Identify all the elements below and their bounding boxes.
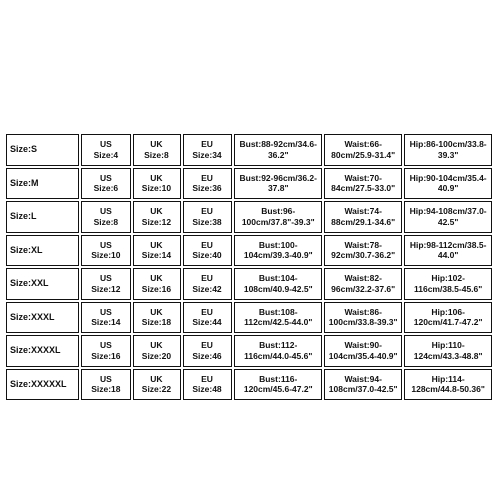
us-size-cell: US Size:12 [81,268,131,300]
waist-cell: Waist:90- 104cm/35.4-40.9" [324,335,402,367]
uk-size-cell: UK Size:14 [133,235,180,267]
size-chart-table [4,132,494,402]
us-size-cell: US Size:10 [81,235,131,267]
bust-cell: Bust:100- 104cm/39.3-40.9" [234,235,322,267]
size-row-xxl [6,268,492,300]
hip-cell: Hip:102- 116cm/38.5-45.6" [404,268,492,300]
uk-size-cell: UK Size:12 [133,201,180,233]
uk-size-cell: UK Size:10 [133,168,180,200]
us-size-cell: US Size:8 [81,201,131,233]
size-cell: Size:L [6,201,79,233]
uk-size-cell: UK Size:16 [133,268,180,300]
uk-size-cell: UK Size:22 [133,369,180,401]
eu-size-cell: EU Size:48 [183,369,233,401]
bust-cell: Bust:92-96cm/36.2- 37.8" [234,168,322,200]
hip-cell: Hip:98-112cm/38.5- 44.0" [404,235,492,267]
bust-cell: Bust:104- 108cm/40.9-42.5" [234,268,322,300]
size-row-s [6,134,492,166]
eu-size-cell: EU Size:40 [183,235,233,267]
bust-cell: Bust:112- 116cm/44.0-45.6" [234,335,322,367]
size-cell: Size:XXL [6,268,79,300]
size-row-xxxl [6,302,492,334]
waist-cell: Waist:78- 92cm/30.7-36.2" [324,235,402,267]
hip-cell: Hip:106- 120cm/41.7-47.2" [404,302,492,334]
bust-cell: Bust:88-92cm/34.6- 36.2" [234,134,322,166]
us-size-cell: US Size:18 [81,369,131,401]
us-size-cell: US Size:16 [81,335,131,367]
bust-cell: Bust:96- 100cm/37.8"-39.3" [234,201,322,233]
size-row-xxxxl [6,335,492,367]
size-cell: Size:XXXL [6,302,79,334]
eu-size-cell: EU Size:38 [183,201,233,233]
size-row-xl [6,235,492,267]
us-size-cell: US Size:6 [81,168,131,200]
size-row-l [6,201,492,233]
eu-size-cell: EU Size:34 [183,134,233,166]
size-cell: Size:XXXXXL [6,369,79,401]
hip-cell: Hip:110- 124cm/43.3-48.8" [404,335,492,367]
size-row-xxxxxl [6,369,492,401]
hip-cell: Hip:86-100cm/33.8- 39.3" [404,134,492,166]
size-cell: Size:XXXXL [6,335,79,367]
waist-cell: Waist:86- 100cm/33.8-39.3" [324,302,402,334]
uk-size-cell: UK Size:18 [133,302,180,334]
uk-size-cell: UK Size:20 [133,335,180,367]
size-cell: Size:S [6,134,79,166]
eu-size-cell: EU Size:42 [183,268,233,300]
us-size-cell: US Size:4 [81,134,131,166]
bust-cell: Bust:116- 120cm/45.6-47.2" [234,369,322,401]
size-row-m [6,168,492,200]
waist-cell: Waist:66- 80cm/25.9-31.4" [324,134,402,166]
hip-cell: Hip:90-104cm/35.4- 40.9" [404,168,492,200]
eu-size-cell: EU Size:36 [183,168,233,200]
size-cell: Size:M [6,168,79,200]
waist-cell: Waist:82- 96cm/32.2-37.6" [324,268,402,300]
eu-size-cell: EU Size:44 [183,302,233,334]
size-cell: Size:XL [6,235,79,267]
waist-cell: Waist:70- 84cm/27.5-33.0" [324,168,402,200]
eu-size-cell: EU Size:46 [183,335,233,367]
waist-cell: Waist:74- 88cm/29.1-34.6" [324,201,402,233]
us-size-cell: US Size:14 [81,302,131,334]
uk-size-cell: UK Size:8 [133,134,180,166]
hip-cell: Hip:114- 128cm/44.8-50.36" [404,369,492,401]
bust-cell: Bust:108- 112cm/42.5-44.0" [234,302,322,334]
hip-cell: Hip:94-108cm/37.0- 42.5" [404,201,492,233]
waist-cell: Waist:94- 108cm/37.0-42.5" [324,369,402,401]
